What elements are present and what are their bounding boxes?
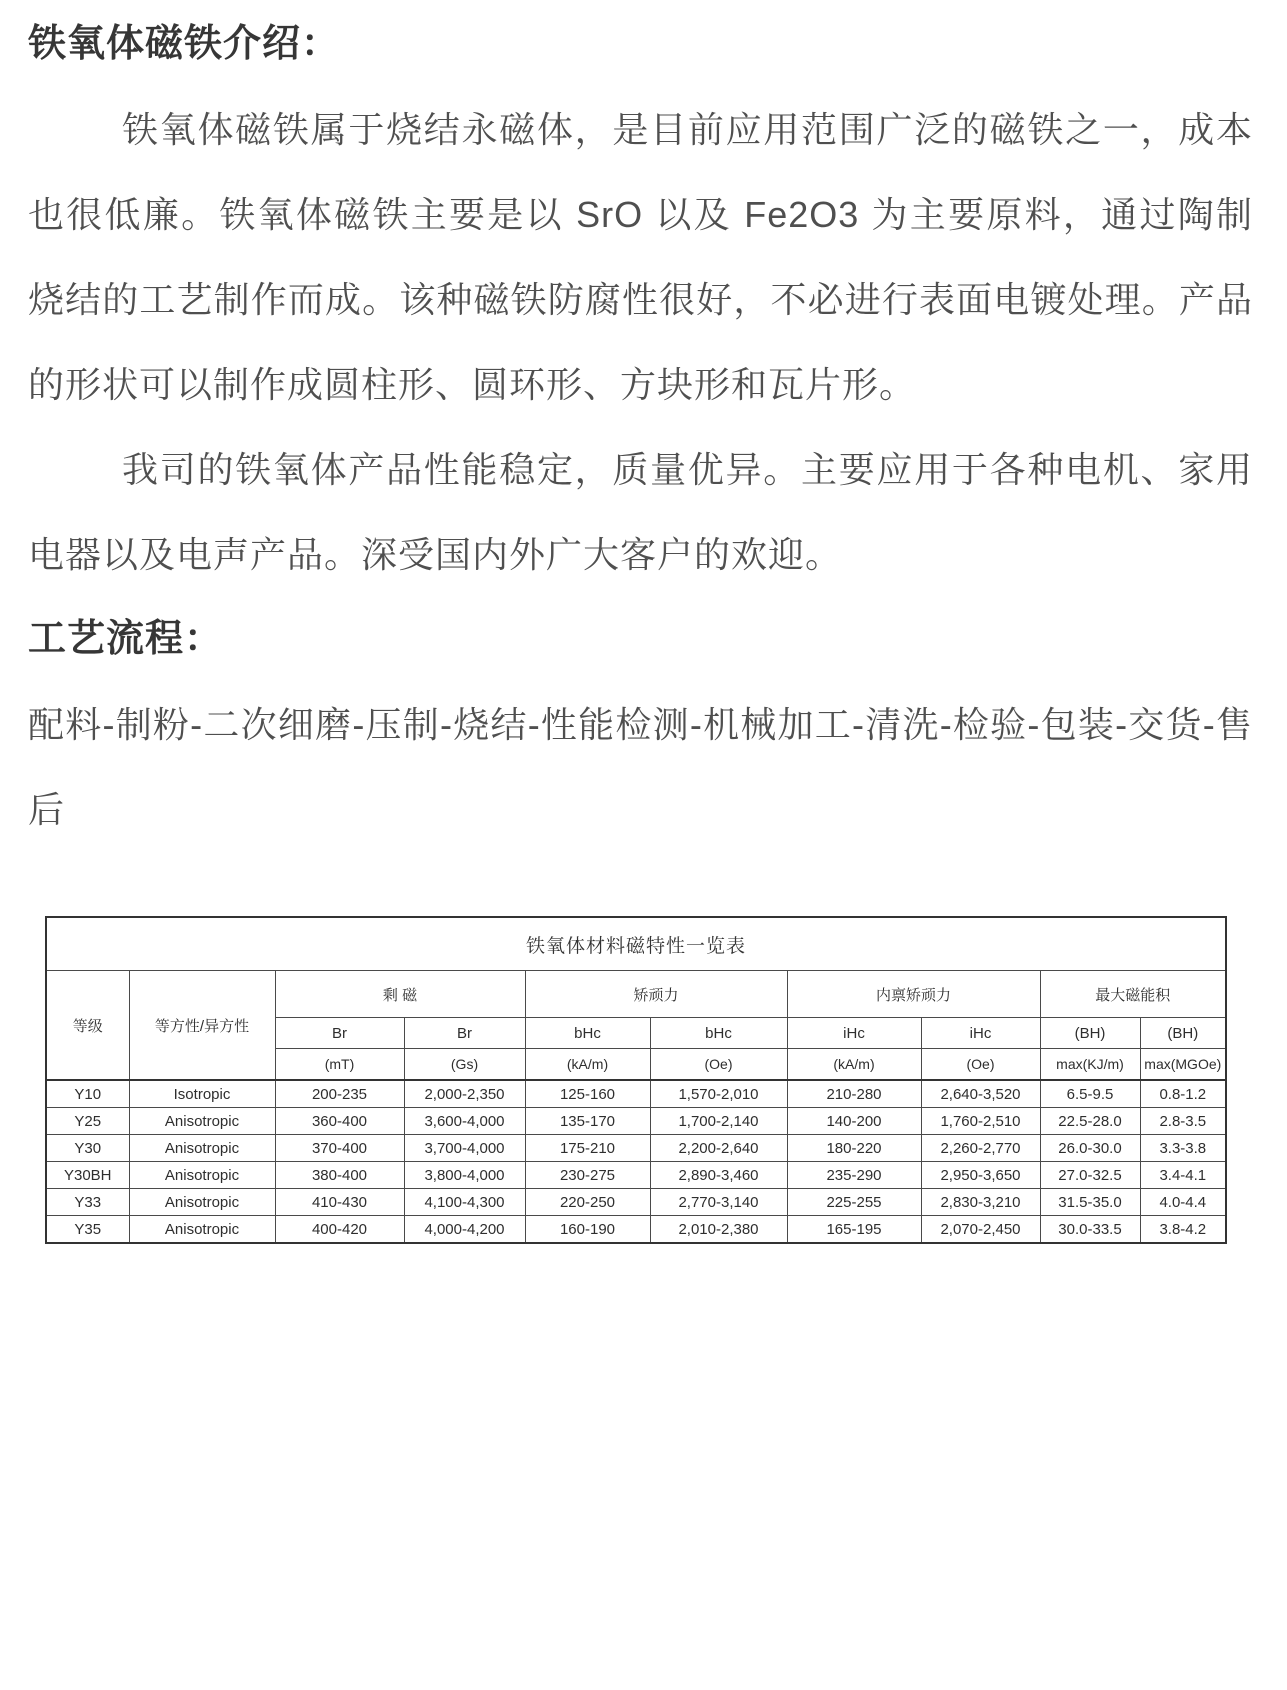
grade-cell: Y10: [46, 1080, 129, 1108]
table-cell: 360-400: [275, 1108, 404, 1135]
table-cell: 3,600-4,000: [404, 1108, 525, 1135]
table-cell: 220-250: [525, 1189, 650, 1216]
group-header-coercivity: 矫顽力: [525, 971, 787, 1018]
table-title: 铁氧体材料磁特性一览表: [46, 917, 1226, 971]
table-title-row: [46, 917, 1226, 971]
unit-header: (Oe): [921, 1049, 1040, 1081]
table-row: [46, 1162, 1226, 1189]
table-cell: 400-420: [275, 1216, 404, 1244]
table-cell: 2,260-2,770: [921, 1135, 1040, 1162]
table-cell: 135-170: [525, 1108, 650, 1135]
table-cell: 4,100-4,300: [404, 1189, 525, 1216]
table-cell: 2.8-3.5: [1140, 1108, 1226, 1135]
table-cell: 2,640-3,520: [921, 1080, 1040, 1108]
table-cell: 31.5-35.0: [1040, 1189, 1140, 1216]
table-cell: 230-275: [525, 1162, 650, 1189]
table-cell: 2,890-3,460: [650, 1162, 787, 1189]
grade-cell: Y33: [46, 1189, 129, 1216]
table-cell: 4,000-4,200: [404, 1216, 525, 1244]
table-cell: 210-280: [787, 1080, 921, 1108]
unit-header: (kA/m): [787, 1049, 921, 1081]
table-cell: 2,200-2,640: [650, 1135, 787, 1162]
table-cell: Anisotropic: [129, 1189, 275, 1216]
table-cell: 3.8-4.2: [1140, 1216, 1226, 1244]
table-cell: 0.8-1.2: [1140, 1080, 1226, 1108]
table-body: [46, 1080, 1226, 1243]
table-cell: 3.4-4.1: [1140, 1162, 1226, 1189]
table-cell: 2,950-3,650: [921, 1162, 1040, 1189]
sub-header: (BH): [1140, 1018, 1226, 1049]
sub-header: iHc: [921, 1018, 1040, 1049]
sub-header: (BH): [1040, 1018, 1140, 1049]
table-cell: 125-160: [525, 1080, 650, 1108]
table-cell: 1,570-2,010: [650, 1080, 787, 1108]
table-cell: 30.0-33.5: [1040, 1216, 1140, 1244]
intro-paragraph-1: 铁氧体磁铁属于烧结永磁体，是目前应用范围广泛的磁铁之一，成本也很低廉。铁氧体磁铁主要是以 SrO 以及 Fe2O3 为主要原料，通过陶制烧结的工艺制作而成。该种磁铁防腐性很好，不必进行表面电镀处理。产品的形状可以制作成圆柱形、圆环形、方块形和瓦片形。: [28, 109, 1253, 405]
table-cell: Anisotropic: [129, 1108, 275, 1135]
group-header-max-energy-product: 最大磁能积: [1040, 971, 1226, 1018]
unit-header: max(KJ/m): [1040, 1049, 1140, 1081]
table-cell: 180-220: [787, 1135, 921, 1162]
table-row: [46, 1216, 1226, 1244]
table-cell: 3,700-4,000: [404, 1135, 525, 1162]
unit-header: (kA/m): [525, 1049, 650, 1081]
table-cell: 225-255: [787, 1189, 921, 1216]
table-cell: 1,760-2,510: [921, 1108, 1040, 1135]
group-header-remanence: 剩 磁: [275, 971, 525, 1018]
grade-cell: Y30: [46, 1135, 129, 1162]
table-row: [46, 1135, 1226, 1162]
unit-header: max(MGOe): [1140, 1049, 1226, 1081]
unit-header: (Oe): [650, 1049, 787, 1081]
table-cell: 160-190: [525, 1216, 650, 1244]
table-cell: 27.0-32.5: [1040, 1162, 1140, 1189]
magnetic-properties-table: [45, 916, 1227, 1244]
sub-header: iHc: [787, 1018, 921, 1049]
table-cell: 410-430: [275, 1189, 404, 1216]
process-heading: 工艺流程：: [28, 618, 224, 660]
sub-header: bHc: [525, 1018, 650, 1049]
table-cell: 370-400: [275, 1135, 404, 1162]
table-cell: Anisotropic: [129, 1135, 275, 1162]
grade-cell: Y35: [46, 1216, 129, 1244]
isotropy-column-header: 等方性/异方性: [129, 971, 275, 1081]
grade-cell: Y30BH: [46, 1162, 129, 1189]
unit-header: (mT): [275, 1049, 404, 1081]
table-cell: 2,770-3,140: [650, 1189, 787, 1216]
table-cell: 2,070-2,450: [921, 1216, 1040, 1244]
properties-table-wrapper: [45, 916, 1253, 1244]
sub-header: Br: [275, 1018, 404, 1049]
intro-heading: 铁氧体磁铁介绍：: [28, 23, 341, 65]
unit-header: (Gs): [404, 1049, 525, 1081]
intro-paragraph-2: 我司的铁氧体产品性能稳定，质量优异。主要应用于各种电机、家用电器以及电声产品。深受国内外广大客户的欢迎。: [28, 449, 1253, 575]
table-cell: 235-290: [787, 1162, 921, 1189]
table-cell: 200-235: [275, 1080, 404, 1108]
table-cell: 140-200: [787, 1108, 921, 1135]
table-cell: 3,800-4,000: [404, 1162, 525, 1189]
table-cell: 2,000-2,350: [404, 1080, 525, 1108]
table-row: [46, 1080, 1226, 1108]
table-cell: 2,010-2,380: [650, 1216, 787, 1244]
sub-header: Br: [404, 1018, 525, 1049]
table-cell: 2,830-3,210: [921, 1189, 1040, 1216]
table-cell: 26.0-30.0: [1040, 1135, 1140, 1162]
table-cell: Anisotropic: [129, 1216, 275, 1244]
grade-column-header: 等级: [46, 971, 129, 1081]
table-cell: 380-400: [275, 1162, 404, 1189]
grade-cell: Y25: [46, 1108, 129, 1135]
process-paragraph: 配料-制粉-二次细磨-压制-烧结-性能检测-机械加工-清洗-检验-包装-交货-售后: [28, 704, 1253, 830]
table-cell: Isotropic: [129, 1080, 275, 1108]
table-cell: 175-210: [525, 1135, 650, 1162]
table-row: [46, 1189, 1226, 1216]
table-cell: 165-195: [787, 1216, 921, 1244]
table-cell: Anisotropic: [129, 1162, 275, 1189]
table-cell: 3.3-3.8: [1140, 1135, 1226, 1162]
table-cell: 22.5-28.0: [1040, 1108, 1140, 1135]
sub-header: bHc: [650, 1018, 787, 1049]
group-header-intrinsic-coercivity: 内禀矫顽力: [787, 971, 1040, 1018]
table-cell: 1,700-2,140: [650, 1108, 787, 1135]
table-cell: 6.5-9.5: [1040, 1080, 1140, 1108]
table-row: [46, 1108, 1226, 1135]
table-group-header-row: [46, 971, 1226, 1018]
table-cell: 4.0-4.4: [1140, 1189, 1226, 1216]
